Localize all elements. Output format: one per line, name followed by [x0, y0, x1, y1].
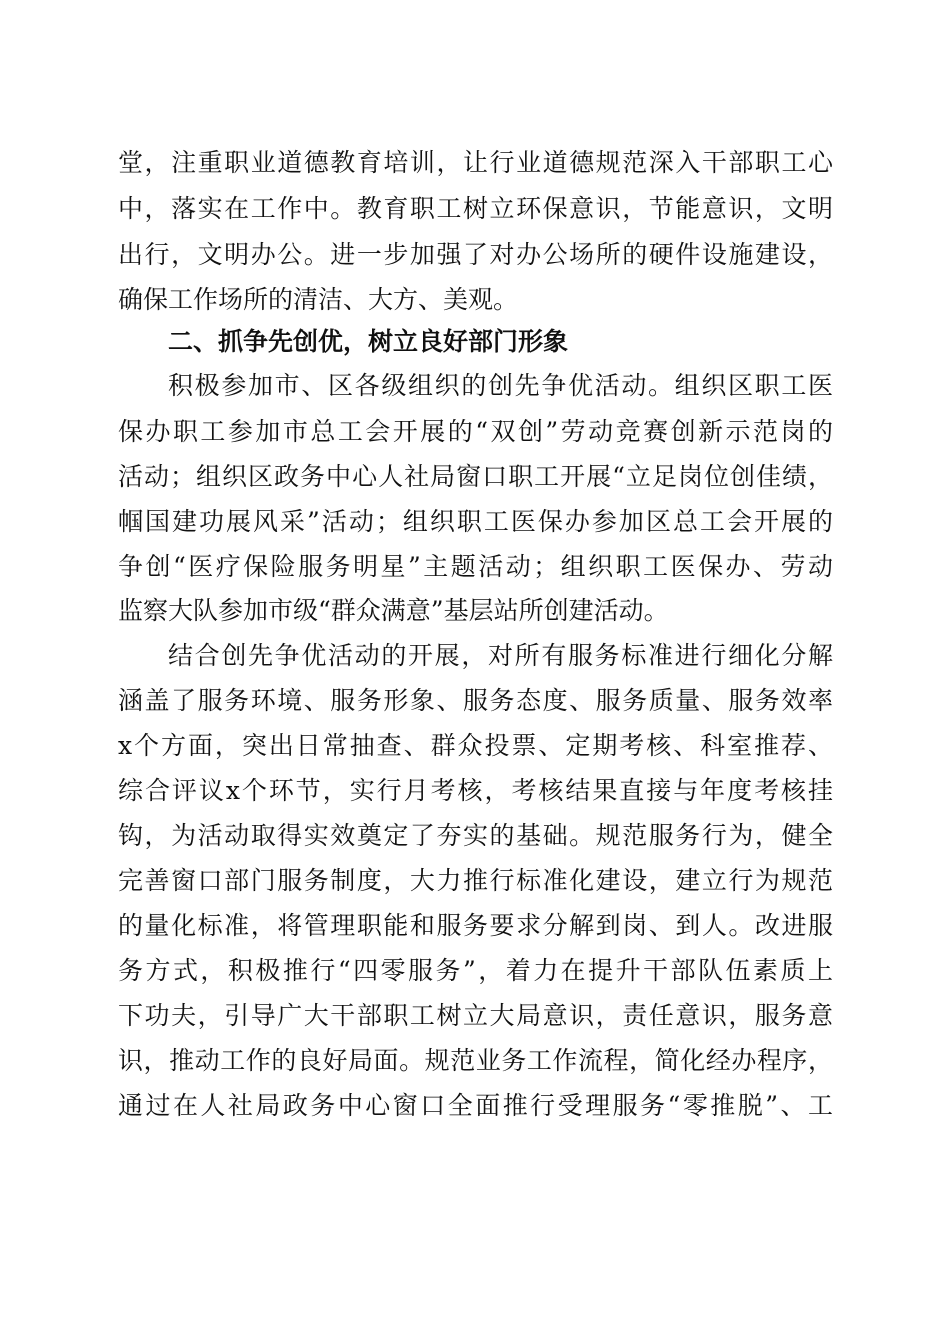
paragraph-3-line-10: 识，推动工作的良好局面。规范业务工作流程，简化经办程序， — [118, 1046, 833, 1075]
section-heading-2: 二、抓争先创优，树立良好部门形象 — [168, 327, 569, 356]
paragraph-3-line-3: x个方面，突出日常抽查、群众投票、定期考核、科室推荐、 — [118, 731, 833, 760]
paragraph-2-line-3: 活动；组织区政务中心人社局窗口职工开展“立足岗位创佳绩， — [118, 462, 833, 491]
paragraph-1-line-4: 确保工作场所的清洁、大方、美观。 — [118, 285, 519, 314]
paragraph-2-line-2: 保办职工参加市总工会开展的“双创”劳动竞赛创新示范岗的 — [118, 417, 833, 446]
paragraph-2-line-1: 积极参加市、区各级组织的创先争优活动。组织区职工医 — [168, 371, 833, 400]
paragraph-3-line-7: 的量化标准，将管理职能和服务要求分解到岗、到人。改进服 — [118, 911, 833, 940]
paragraph-3-line-5: 钩，为活动取得实效奠定了夯实的基础。规范服务行为，健全 — [118, 821, 833, 850]
paragraph-3-line-4: 综合评议x个环节，实行月考核，考核结果直接与年度考核挂 — [118, 776, 833, 805]
paragraph-3-line-8: 务方式，积极推行“四零服务”，着力在提升干部队伍素质上 — [118, 956, 833, 985]
paragraph-3-line-6: 完善窗口部门服务制度，大力推行标准化建设，建立行为规范 — [118, 866, 833, 895]
paragraph-1-line-2: 中，落实在工作中。教育职工树立环保意识，节能意识，文明 — [118, 194, 833, 223]
paragraph-2-line-5: 争创“医疗保险服务明星”主题活动；组织职工医保办、劳动 — [118, 552, 833, 581]
paragraph-3-line-11: 通过在人社局政务中心窗口全面推行受理服务“零推脱”、工 — [118, 1091, 833, 1120]
paragraph-3-line-2: 涵盖了服务环境、服务形象、服务态度、服务质量、服务效率 — [118, 686, 833, 715]
paragraph-3-line-1: 结合创先争优活动的开展，对所有服务标准进行细化分解 — [168, 641, 833, 670]
paragraph-1-line-1: 堂，注重职业道德教育培训，让行业道德规范深入干部职工心 — [118, 148, 833, 177]
paragraph-3-line-9: 下功夫，引导广大干部职工树立大局意识，责任意识，服务意 — [118, 1001, 833, 1030]
paragraph-2-line-4: 帼国建功展风采”活动；组织职工医保办参加区总工会开展的 — [118, 507, 833, 536]
paragraph-2-line-6: 监察大队参加市级“群众满意”基层站所创建活动。 — [118, 596, 669, 625]
paragraph-1-line-3: 出行，文明办公。进一步加强了对办公场所的硬件设施建设， — [118, 240, 833, 269]
